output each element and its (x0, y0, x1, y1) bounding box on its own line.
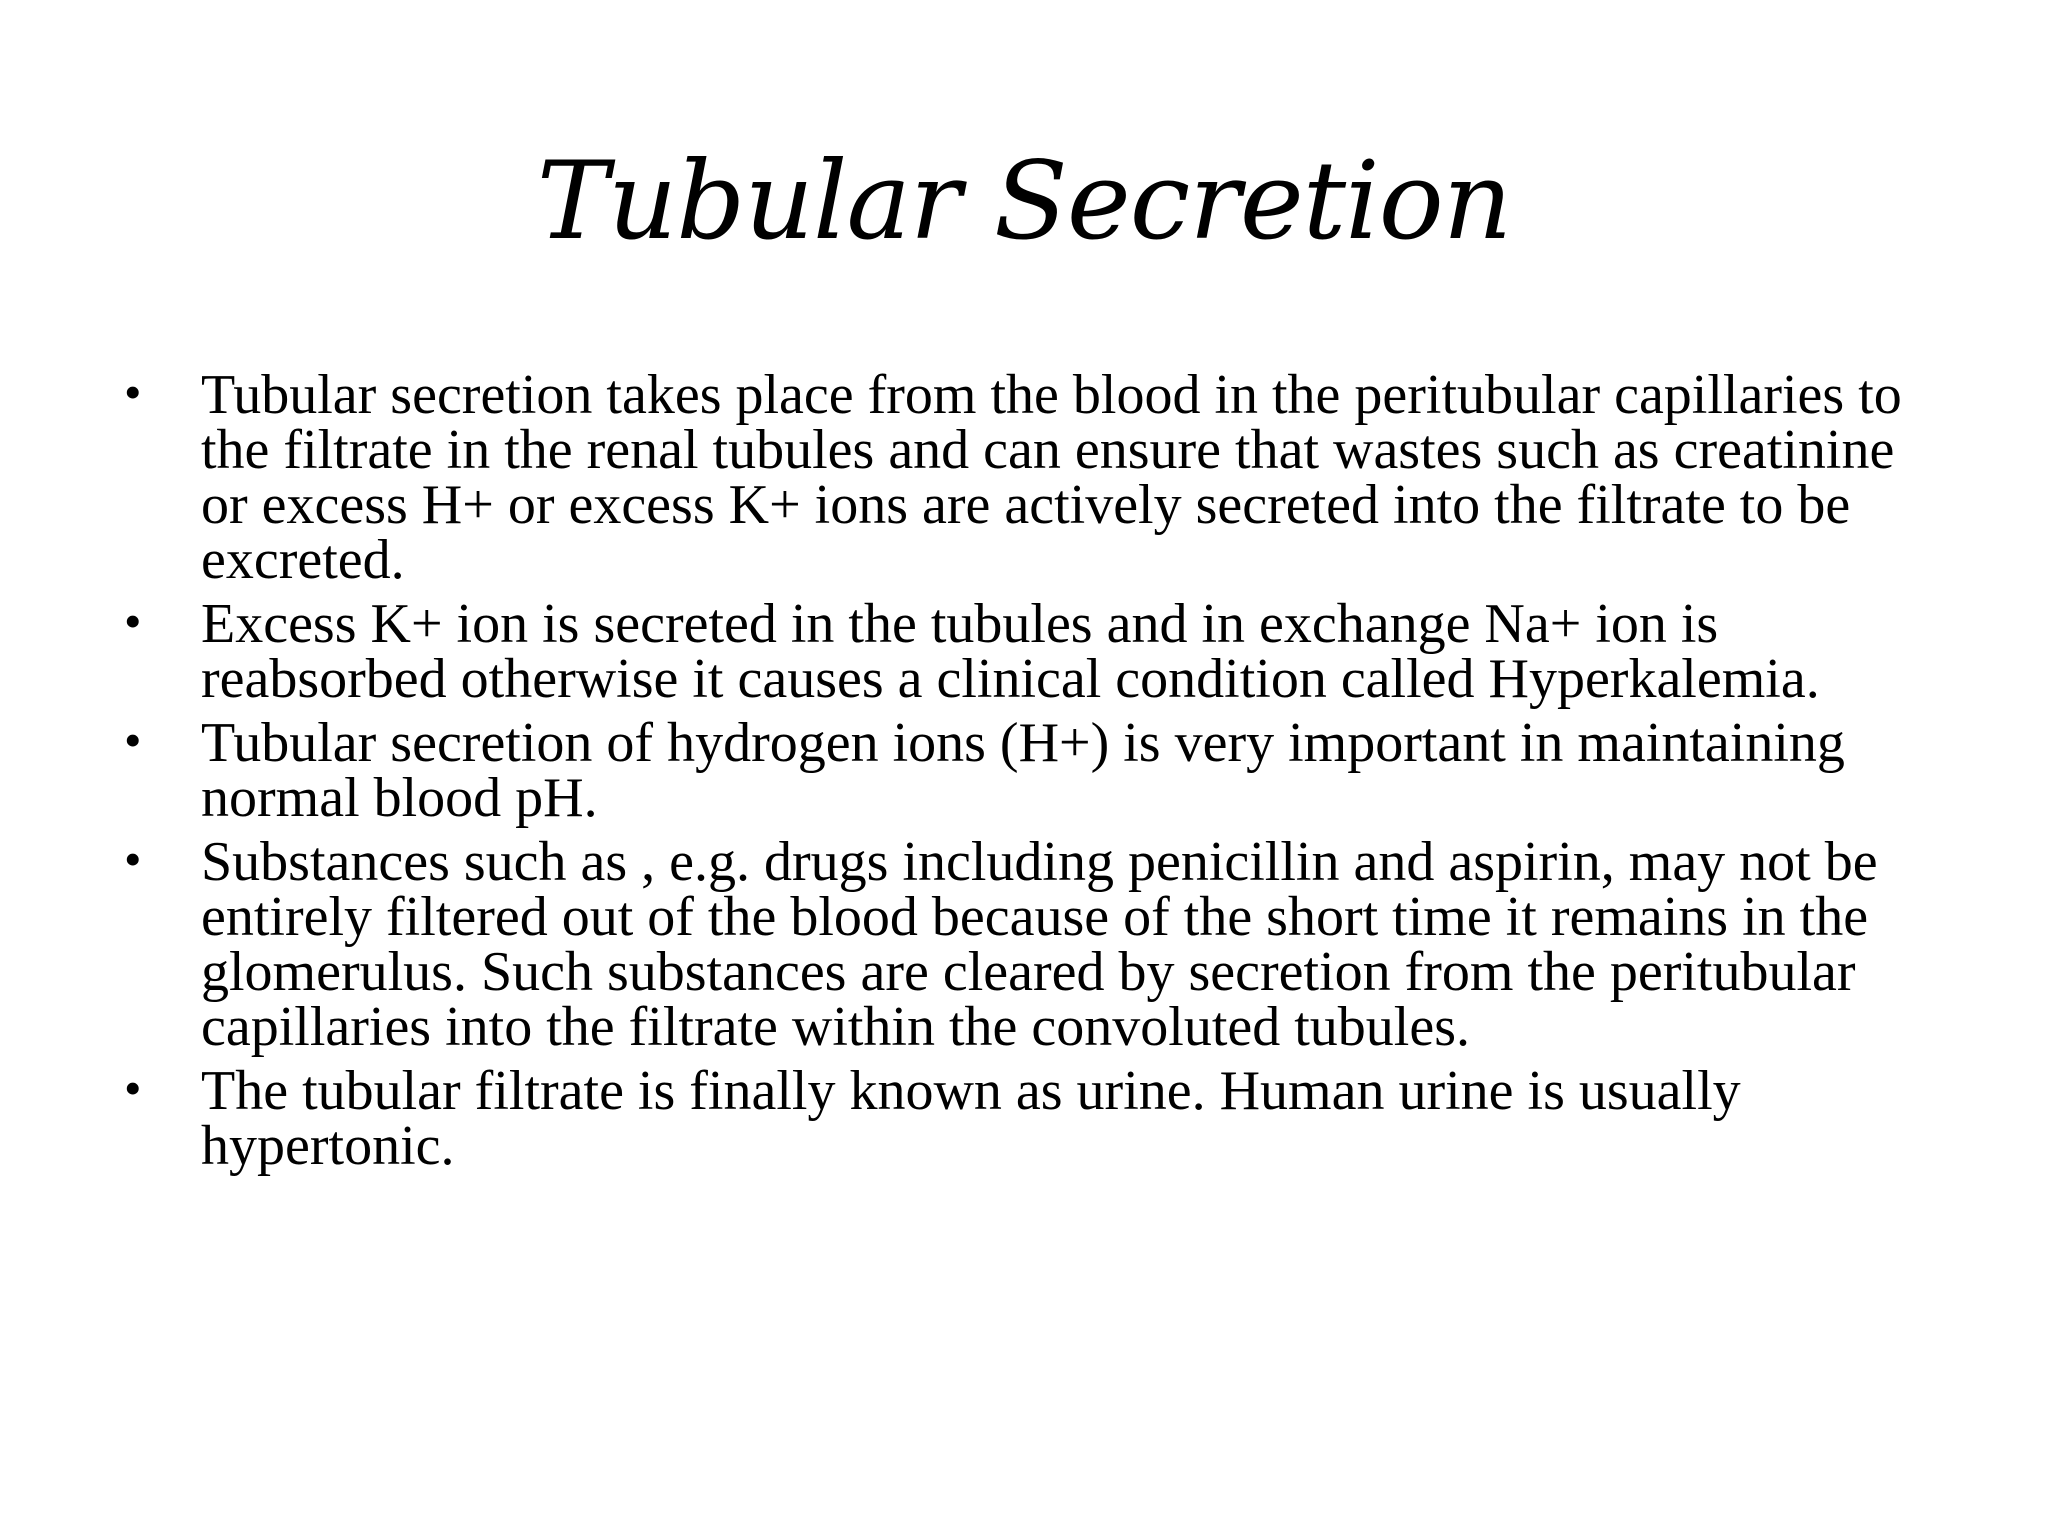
bullet-text: Tubular secretion of hydrogen ions (H+) is very important in maintaining normal blood pH. (201, 712, 1845, 829)
bullet-text: Tubular secretion takes place from the blood in the peritubular capillaries to the filtrate in the renal tubules and can ensure that wastes such as creatinine or excess H+ or excess K+ ions are actively secreted into the filtrate to be excreted. (201, 364, 1902, 591)
slide-title: Tubular Secretion (536, 139, 1512, 264)
bullet-item (124, 712, 1954, 829)
bullet-list (124, 364, 1954, 1183)
bullet-item (124, 364, 1954, 591)
bullet-item (124, 1060, 1954, 1177)
bullet-icon: • (124, 831, 142, 887)
bullet-text: Substances such as , e.g. drugs including penicillin and aspirin, may not be entirely filtered out of the blood because of the short time it remains in the glomerulus. Such substances are cleared by secretion from the peritubular capillaries into the filtrate within the convoluted tubules. (201, 831, 1878, 1058)
bullet-item (124, 593, 1954, 710)
bullet-icon: • (124, 364, 142, 420)
bullet-text: Excess K+ ion is secreted in the tubules and in exchange Na+ ion is reabsorbed otherwise it causes a clinical condition called Hyperkalemia. (201, 593, 1820, 710)
bullet-icon: • (124, 1060, 142, 1116)
bullet-icon: • (124, 593, 142, 649)
bullet-item (124, 831, 1954, 1058)
bullet-icon: • (124, 712, 142, 768)
bullet-text: The tubular filtrate is finally known as urine. Human urine is usually hypertonic. (201, 1060, 1741, 1177)
